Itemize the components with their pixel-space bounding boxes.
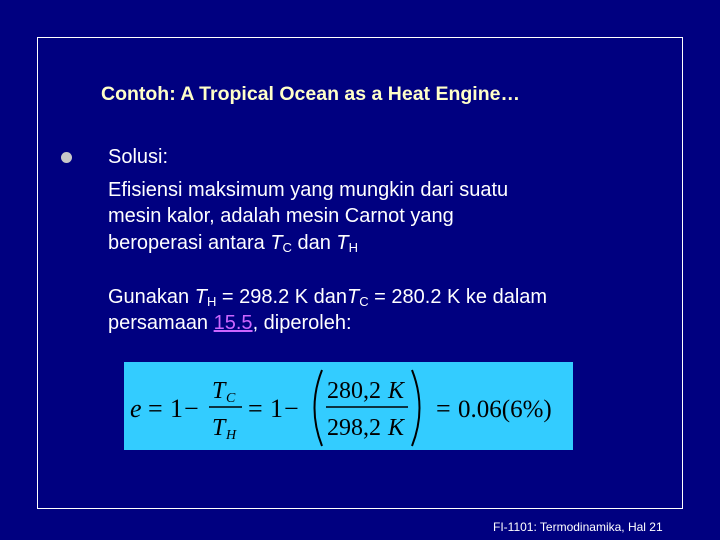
- bullet-dot-icon: [61, 152, 72, 163]
- formula-minus: −: [184, 394, 199, 423]
- frac1-numerator-sub: C: [226, 391, 236, 406]
- formula-box: [124, 362, 573, 450]
- formula-one: 1: [270, 394, 283, 423]
- subscript-c: C: [282, 240, 292, 255]
- slide-footer: FI-1101: Termodinamika, Hal 21: [493, 520, 663, 534]
- frac2-denominator-unit: K: [388, 415, 405, 441]
- frac2-denominator: 298,2: [327, 415, 381, 441]
- formula-equals: =: [436, 394, 451, 423]
- text-segment: = 280.2 K ke dalam: [368, 286, 548, 308]
- left-paren: [315, 370, 323, 446]
- frac1-numerator-var: T: [212, 378, 226, 404]
- paragraph1-line1: Efisiensi maksimum yang mungkin dari suatu: [108, 179, 509, 201]
- bullet-heading: Solusi:: [108, 146, 169, 168]
- right-paren: [412, 370, 420, 446]
- paragraph1-line2: mesin kalor, adalah mesin Carnot yang: [108, 205, 454, 227]
- formula-one: 1: [170, 394, 183, 423]
- frac1-denominator-sub: H: [226, 428, 237, 443]
- subscript-c: C: [359, 294, 369, 309]
- variable-t: T: [194, 286, 207, 308]
- text-segment: dan: [291, 232, 337, 254]
- formula-equals: =: [148, 394, 163, 423]
- paragraph2-line1: [108, 285, 547, 309]
- variable-t: T: [336, 232, 349, 254]
- formula-svg: [124, 362, 573, 450]
- frac2-numerator: 280,2: [327, 378, 381, 404]
- variable-t: T: [347, 286, 360, 308]
- text-segment: = 298.2 K dan: [216, 286, 348, 308]
- variable-t: T: [270, 232, 283, 254]
- paragraph1-line3: [108, 231, 358, 255]
- text-segment: , diperoleh:: [252, 312, 352, 334]
- text-segment: Gunakan: [108, 286, 195, 308]
- paragraph2-line2: [108, 311, 352, 335]
- text-segment: persamaan: [108, 312, 214, 334]
- formula-equals: =: [248, 394, 263, 423]
- formula-result: 0.06(6%): [458, 396, 552, 423]
- text-segment: beroperasi antara: [108, 232, 271, 254]
- subscript-h: H: [206, 294, 217, 309]
- equation-link[interactable]: 15.5: [213, 312, 253, 334]
- formula-lhs: e: [130, 394, 142, 423]
- slide-title: Contoh: A Tropical Ocean as a Heat Engine…: [101, 83, 520, 105]
- frac1-denominator-var: T: [212, 415, 226, 441]
- subscript-h: H: [348, 240, 359, 255]
- formula-minus: −: [284, 394, 299, 423]
- frac2-numerator-unit: K: [388, 378, 405, 404]
